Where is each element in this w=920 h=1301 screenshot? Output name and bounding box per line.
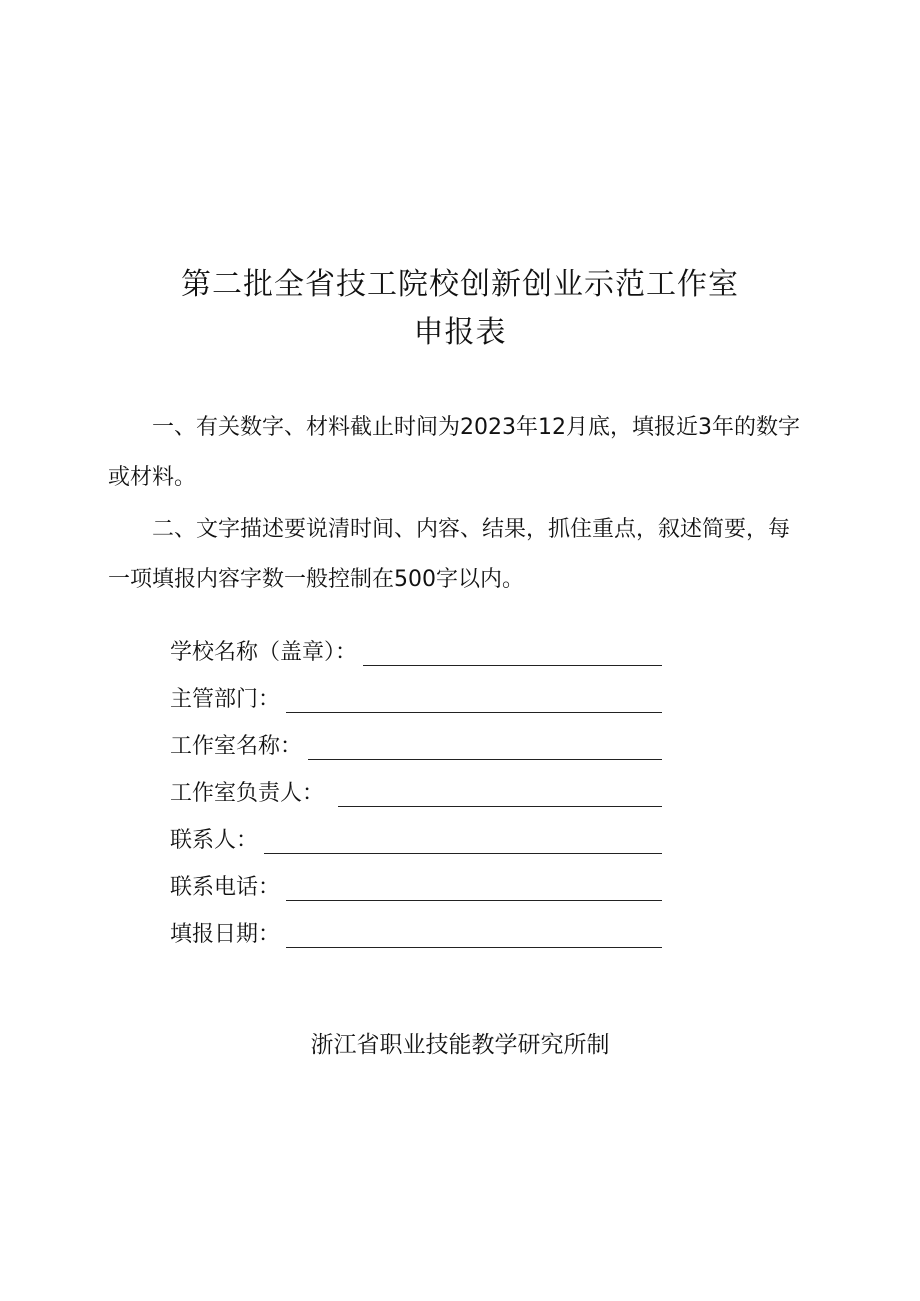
studio-name-input-line[interactable] [308, 735, 662, 760]
field-studio-name [170, 724, 662, 764]
document-title: 第二批全省技工院校创新创业示范工作室 [181, 267, 739, 302]
field-label-school-name: 学校名称（盖章）： [170, 640, 358, 665]
field-label-department: 主管部门： [170, 687, 281, 712]
field-contact-phone [170, 865, 662, 905]
field-contact-person [170, 818, 662, 858]
field-label-fill-date: 填报日期： [170, 922, 281, 947]
field-label-studio-leader: 工作室负责人： [170, 781, 325, 806]
department-input-line[interactable] [286, 688, 662, 713]
field-label-studio-name: 工作室名称： [170, 734, 303, 759]
school-name-input-line[interactable] [363, 641, 662, 666]
field-label-contact-phone: 联系电话： [170, 875, 281, 900]
field-school-name [170, 630, 662, 670]
fill-date-input-line[interactable] [286, 923, 662, 948]
instruction-1: 一、有关数字、材料截止时间为2023年12月底，填报近3年的数字或材料。 [108, 415, 800, 490]
field-department [170, 677, 662, 717]
contact-phone-input-line[interactable] [286, 876, 662, 901]
contact-person-input-line[interactable] [264, 829, 662, 854]
instruction-2: 二、文字描述要说清时间、内容、结果，抓住重点，叙述简要，每一项填报内容字数一般控制在500字以内。 [108, 517, 791, 592]
field-label-contact-person: 联系人： [170, 828, 259, 853]
studio-leader-input-line[interactable] [338, 782, 662, 807]
document-subtitle: 申报表 [413, 315, 507, 350]
issuer-footer: 浙江省职业技能教学研究所制 [310, 1032, 610, 1058]
field-studio-leader [170, 771, 662, 811]
field-fill-date [170, 912, 662, 952]
